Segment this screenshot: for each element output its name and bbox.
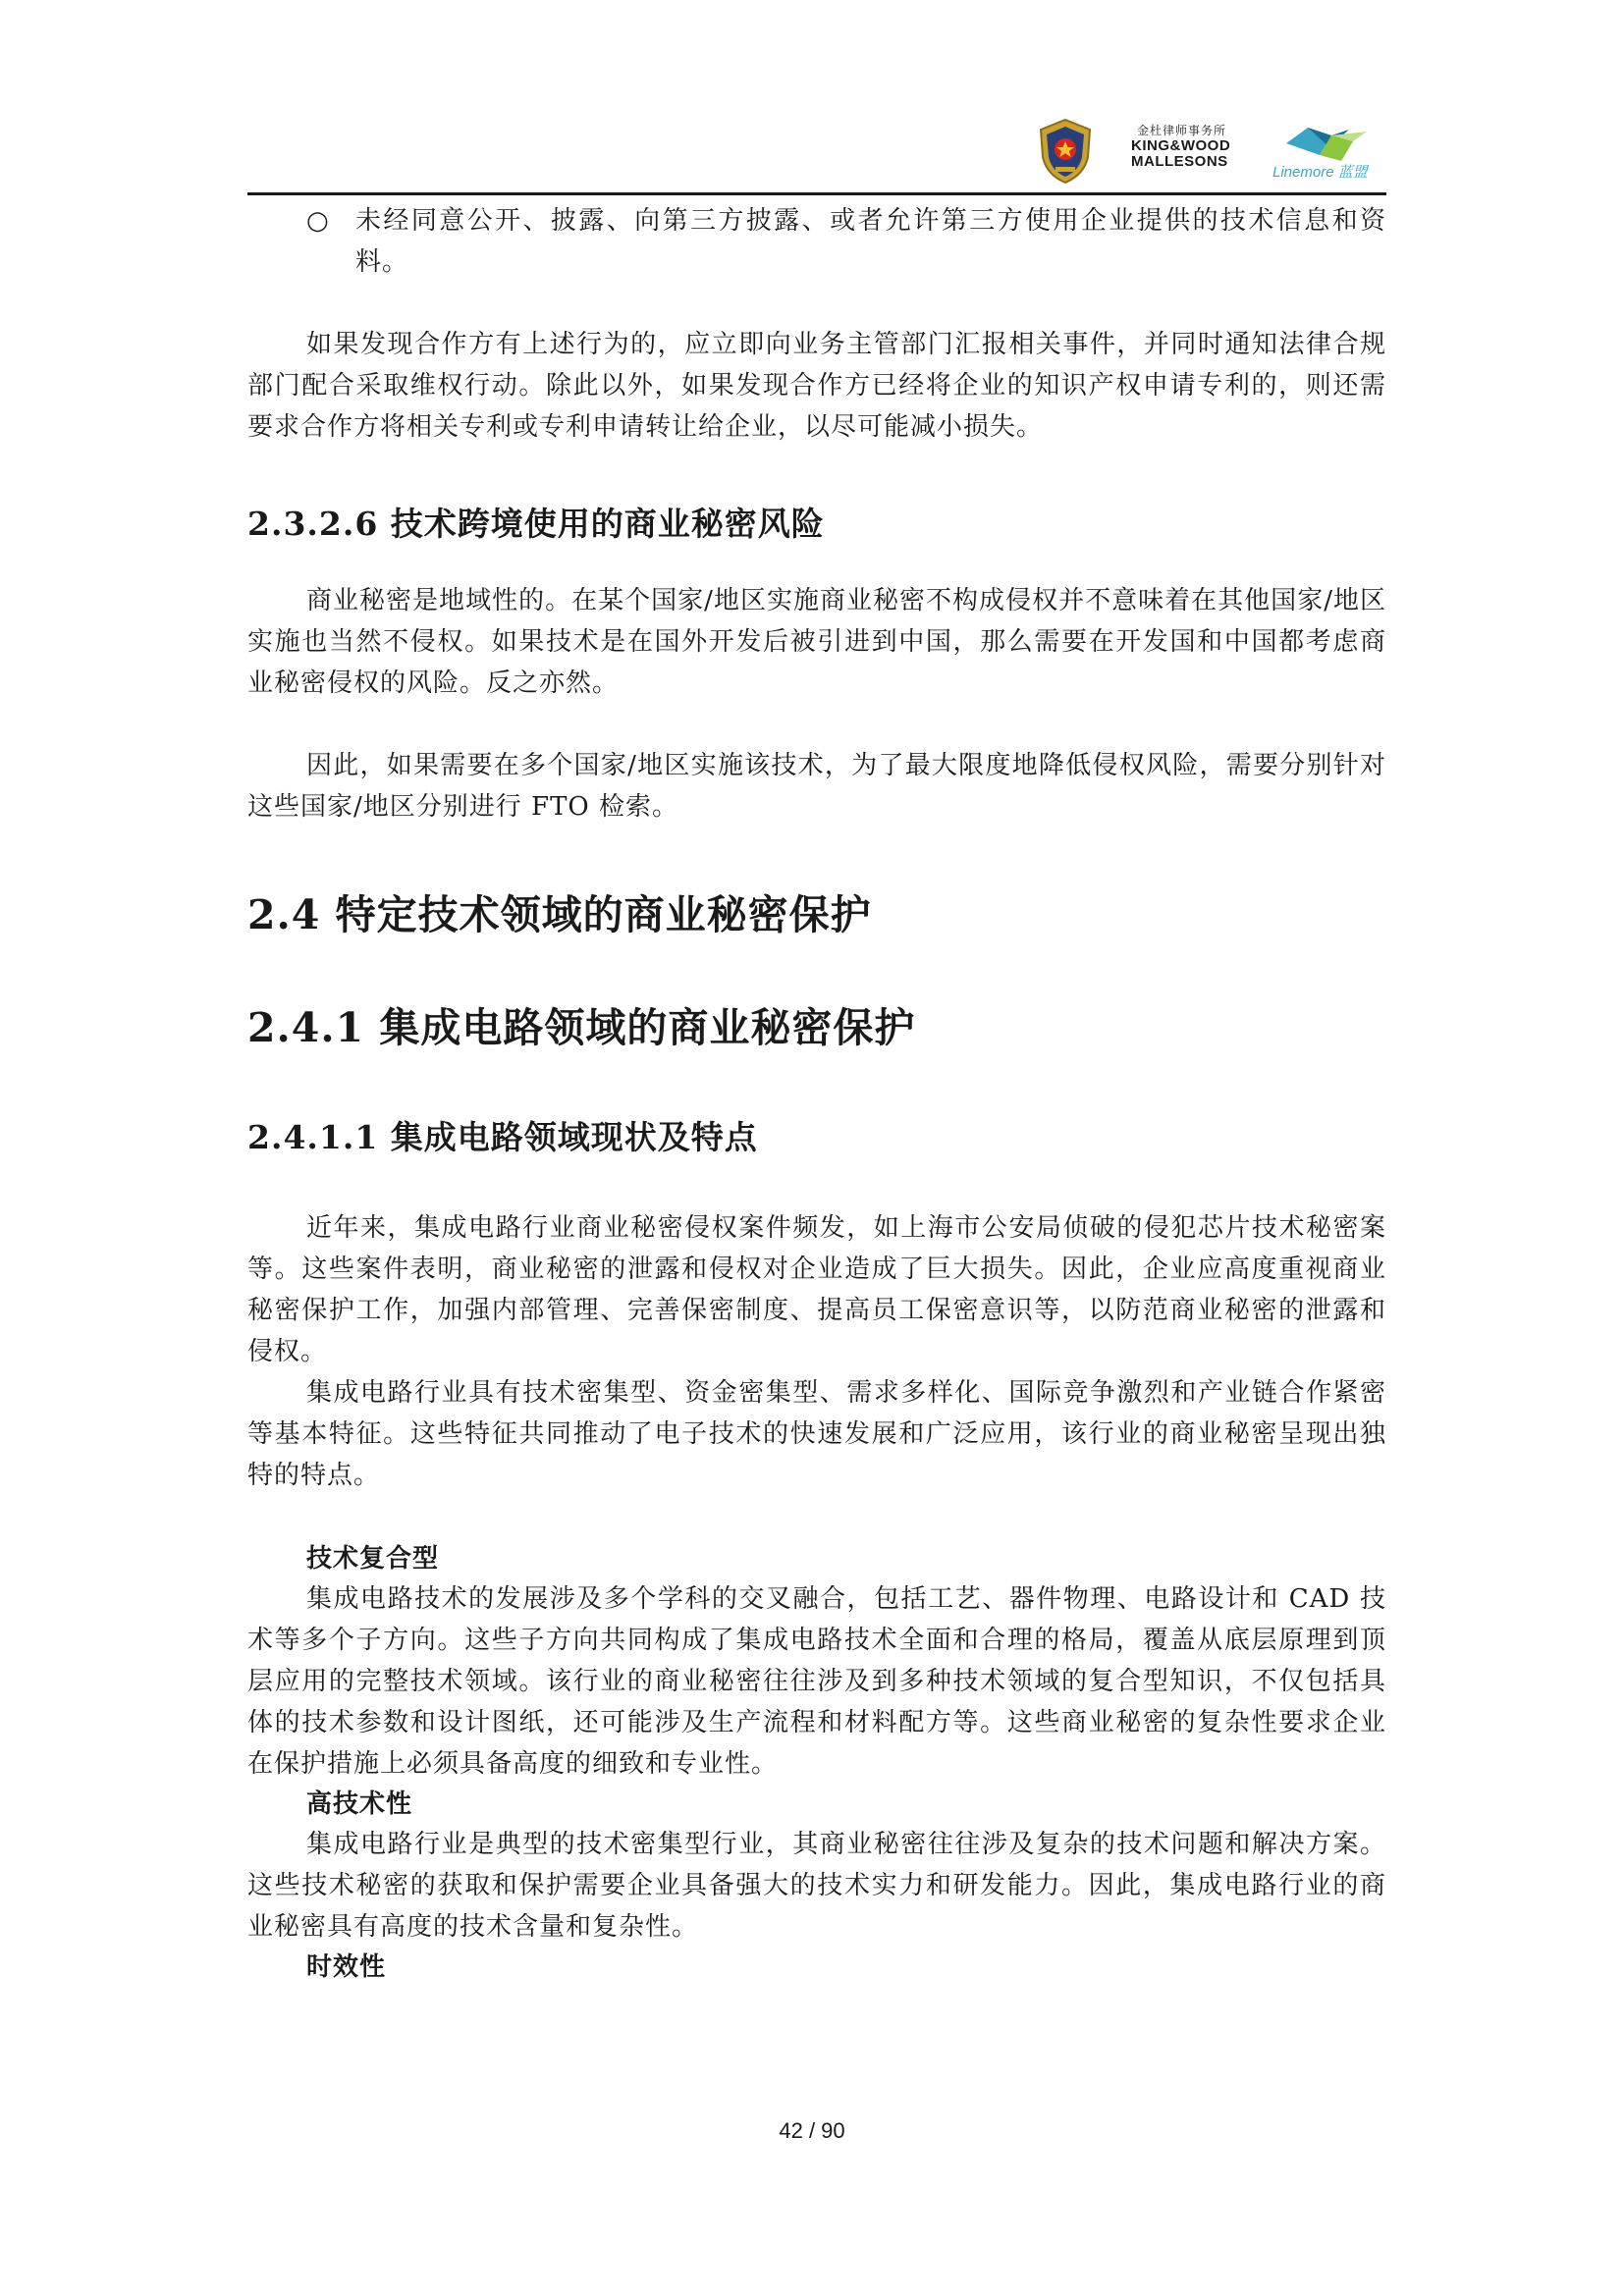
subheading-high-tech: 高技术性 [306,1789,413,1819]
kwm-logo-en-line1: KING&WOOD [1131,137,1231,154]
heading-2-3-2-6: 2.3.2.6 技术跨境使用的商业秘密风险 [247,505,825,543]
kwm-logo-cn: 金杜律师事务所 [1137,124,1227,137]
header-divider [247,192,1386,195]
paragraph-7: 集成电路行业是典型的技术密集型行业，其商业秘密往往涉及复杂的技术问题和解决方案。这些技术秘密的获取和保护需要企业具备强大的技术实力和研发能力。因此，集成电路行业的商业秘密具有高度的技术含量和复杂性。 [247,1830,1386,1942]
linemore-logo [1272,122,1377,181]
kwm-logo-en-line2: MALLESONS [1131,153,1228,170]
bullet-item [247,200,1386,283]
paragraph-2: 商业秘密是地域性的。在某个国家/地区实施商业秘密不构成侵权并不意味着在其他国家/地区实施也当然不侵权。如果技术是在国外开发后被引进到中国，那么需要在开发国和中国都考虑商业秘密侵权的风险。反之亦然。 [247,586,1386,698]
heading-2-4-1-1: 2.4.1.1 集成电路领域现状及特点 [247,1118,758,1156]
page-body [247,196,1386,1987]
paragraph-3: 因此，如果需要在多个国家/地区实施该技术，为了最大限度地降低侵权风险，需要分别针对这些国家/地区分别进行 FTO 检索。 [247,751,1386,822]
police-emblem-icon [1035,118,1096,185]
kwm-logo [1131,122,1249,170]
heading-2-4: 2.4 特定技术领域的商业秘密保护 [247,891,872,938]
page-number: 42 / 90 [779,2118,845,2143]
paragraph-5: 集成电路行业具有技术密集型、资金密集型、需求多样化、国际竞争激烈和产业链合作紧密等基本特征。这些特征共同推动了电子技术的快速发展和广泛应用，该行业的商业秘密呈现出独特的特点。 [247,1378,1386,1490]
linemore-mark-icon [1272,122,1377,165]
hollow-circle-bullet-icon: ○ [306,206,330,236]
paragraph-1: 如果发现合作方有上述行为的，应立即向业务主管部门汇报相关事件，并同时通知法律合规部门配合采取维权行动。除此以外，如果发现合作方已经将企业的知识产权申请专利的，则还需要求合作方将相关专利或专利申请转让给企业，以尽可能减小损失。 [247,330,1386,442]
linemore-logo-text: Linemore 蓝盟 [1272,164,1368,181]
page-header [247,108,1386,194]
paragraph-4: 近年来，集成电路行业商业秘密侵权案件频发，如上海市公安局侦破的侵犯芯片技术秘密案等。这些案件表明，商业秘密的泄露和侵权对企业造成了巨大损失。因此，企业应高度重视商业秘密保护工作，加强内部管理、完善保密制度、提高员工保密意识等，以防范商业秘密的泄露和侵权。 [247,1213,1386,1366]
subheading-timeliness: 时效性 [306,1952,387,1982]
subheading-composite: 技术复合型 [306,1544,440,1574]
paragraph-6: 集成电路技术的发展涉及多个学科的交叉融合，包括工艺、器件物理、电路设计和 CAD 技术等多个子方向。这些子方向共同构成了集成电路技术全面和合理的格局，覆盖从底层原理到顶层应用的完整技术领域。该行业的商业秘密往往涉及到多种技术领域的复合型知识，不仅包括具体的技术参数和设计图纸，还可能涉及生产流程和材料配方等。这些商业秘密的复杂性要求企业在保护措施上必须具备高度的细致和专业性。 [247,1584,1386,1779]
heading-2-4-1: 2.4.1 集成电路领域的商业秘密保护 [247,1004,916,1051]
bullet-text: 未经同意公开、披露、向第三方披露、或者允许第三方使用企业提供的技术信息和资料。 [355,206,1386,277]
